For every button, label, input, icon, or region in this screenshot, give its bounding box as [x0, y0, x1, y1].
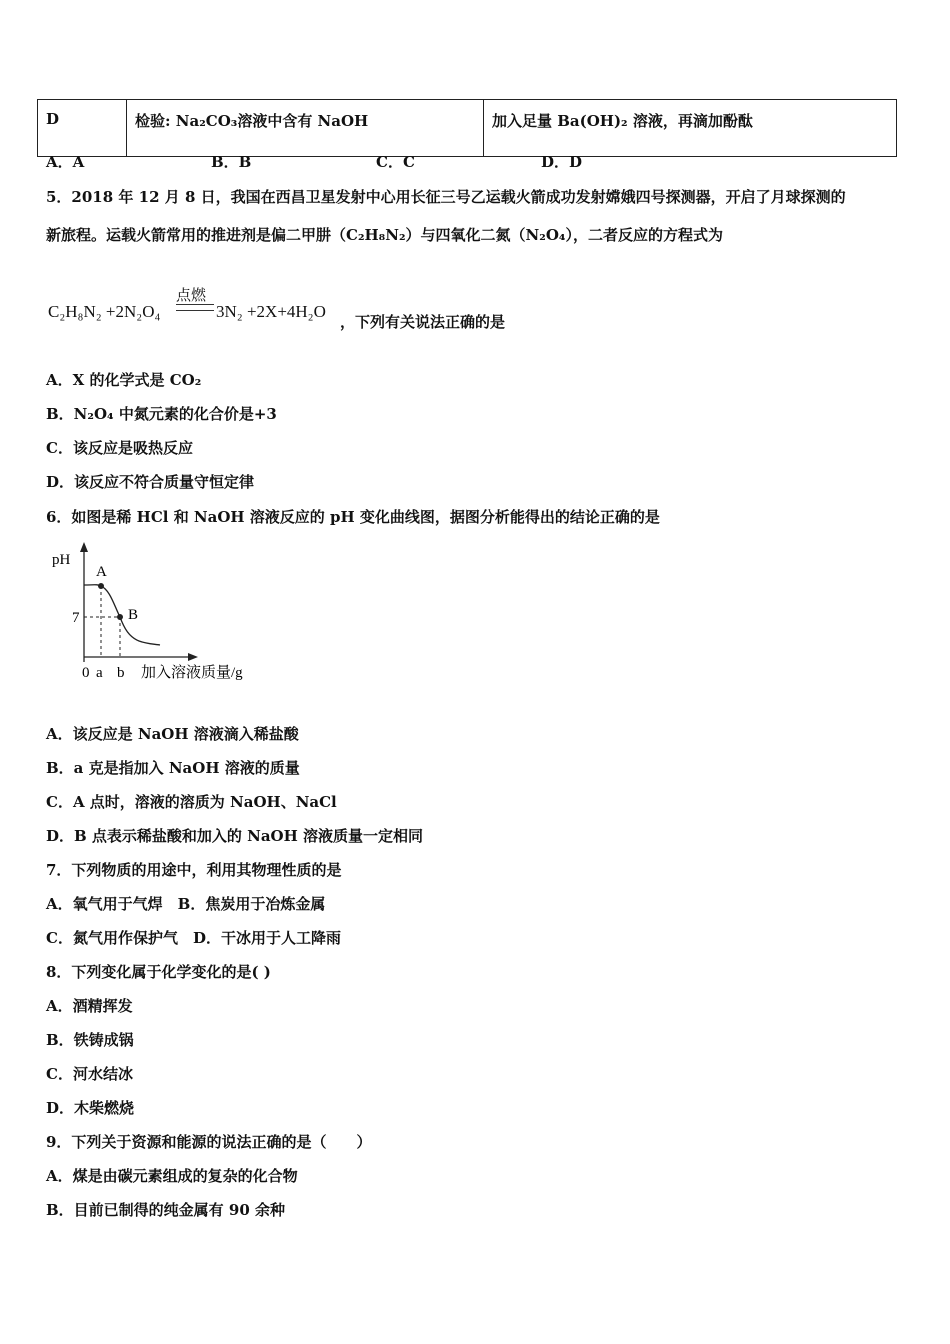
q4-choice-d: D．D — [541, 153, 583, 171]
q4-choice-a: A．A — [46, 153, 85, 171]
tick-b-label: b — [117, 665, 125, 681]
q7-stem: 7．下列物质的用途中，利用其物理性质的是 — [46, 861, 342, 879]
q5-equation-condition: 点燃 — [176, 288, 207, 304]
q5-equation-left: C₂H₈N₂ +2N₂O₄ — [48, 302, 161, 321]
q5-stem-tail: ，下列有关说法正确的是 — [340, 313, 506, 331]
q8-option-b: B．铁铸成锅 — [46, 1031, 134, 1049]
q9-stem: 9．下列关于资源和能源的说法正确的是（ ） — [46, 1133, 372, 1151]
table-cell-method: 加入足量 Ba(OH)₂ 溶液，再滴加酚酞 — [484, 100, 897, 157]
q7-options-line2: C．氮气用作保护气 D．干冰用于人工降雨 — [46, 929, 341, 947]
ph-curve-graph — [44, 540, 274, 690]
q8-option-d: D．木柴燃烧 — [46, 1099, 135, 1117]
q7-options-line1: A．氧气用于气焊 B．焦炭用于冶炼金属 — [46, 895, 326, 913]
q6-option-d: D．B 点表示稀盐酸和加入的 NaOH 溶液质量一定相同 — [46, 827, 424, 845]
q5-option-d: D．该反应不符合质量守恒定律 — [46, 473, 255, 491]
point-a-marker — [98, 583, 104, 589]
q6-stem: 6．如图是稀 HCl 和 NaOH 溶液反应的 pH 变化曲线图，据图分析能得出的结论正确的是 — [46, 508, 660, 526]
table-cell-label: D — [38, 100, 127, 157]
q4-choice-b: B．B — [211, 153, 252, 171]
q4-choice-c: C．C — [376, 153, 415, 171]
q9-option-a: A．煤是由碳元素组成的复杂的化合物 — [46, 1167, 298, 1185]
q5-equation-arrow — [176, 304, 214, 311]
q5-stem-line1: 5．2018 年 12 月 8 日，我国在西昌卫星发射中心用长征三号乙运载火箭成功发射嫦娥四号探测器，开启了月球探测的 — [46, 188, 846, 206]
q9-option-b: B．目前已制得的纯金属有 90 余种 — [46, 1201, 285, 1219]
table-cell-purpose: 检验: Na₂CO₃溶液中含有 NaOH — [127, 100, 484, 157]
y-axis-label: pH — [52, 552, 71, 568]
q5-equation-right: 3N₂ +2X+4H₂O — [216, 302, 326, 321]
x-axis-label: 加入溶液质量/g — [141, 665, 243, 681]
q8-stem: 8．下列变化属于化学变化的是( ) — [46, 963, 271, 981]
point-a-label: A — [96, 564, 107, 580]
q8-option-c: C．河水结冰 — [46, 1065, 133, 1083]
point-b-label: B — [128, 607, 139, 623]
tick-a-label: a — [96, 665, 103, 681]
q5-option-c: C．该反应是吸热反应 — [46, 439, 193, 457]
y-axis-arrow — [80, 542, 88, 552]
origin-label: 0 — [82, 665, 90, 681]
x-axis-arrow — [188, 653, 198, 661]
table-row — [38, 100, 897, 157]
q6-option-a: A．该反应是 NaOH 溶液滴入稀盐酸 — [46, 725, 299, 743]
tick-7-label: 7 — [72, 610, 80, 626]
q5-option-a: A．X 的化学式是 CO₂ — [46, 371, 202, 389]
experiment-table — [37, 99, 897, 157]
q5-stem-line2: 新旅程。运载火箭常用的推进剂是偏二甲肼（C₂H₈N₂）与四氧化二氮（N₂O₄），二者反应的方程式为 — [46, 226, 723, 244]
q5-option-b: B．N₂O₄ 中氮元素的化合价是+3 — [46, 405, 277, 423]
q8-option-a: A．酒精挥发 — [46, 997, 133, 1015]
point-b-marker — [117, 614, 123, 620]
q6-option-b: B．a 克是指加入 NaOH 溶液的质量 — [46, 759, 300, 777]
q6-option-c: C．A 点时，溶液的溶质为 NaOH、NaCl — [46, 793, 337, 811]
